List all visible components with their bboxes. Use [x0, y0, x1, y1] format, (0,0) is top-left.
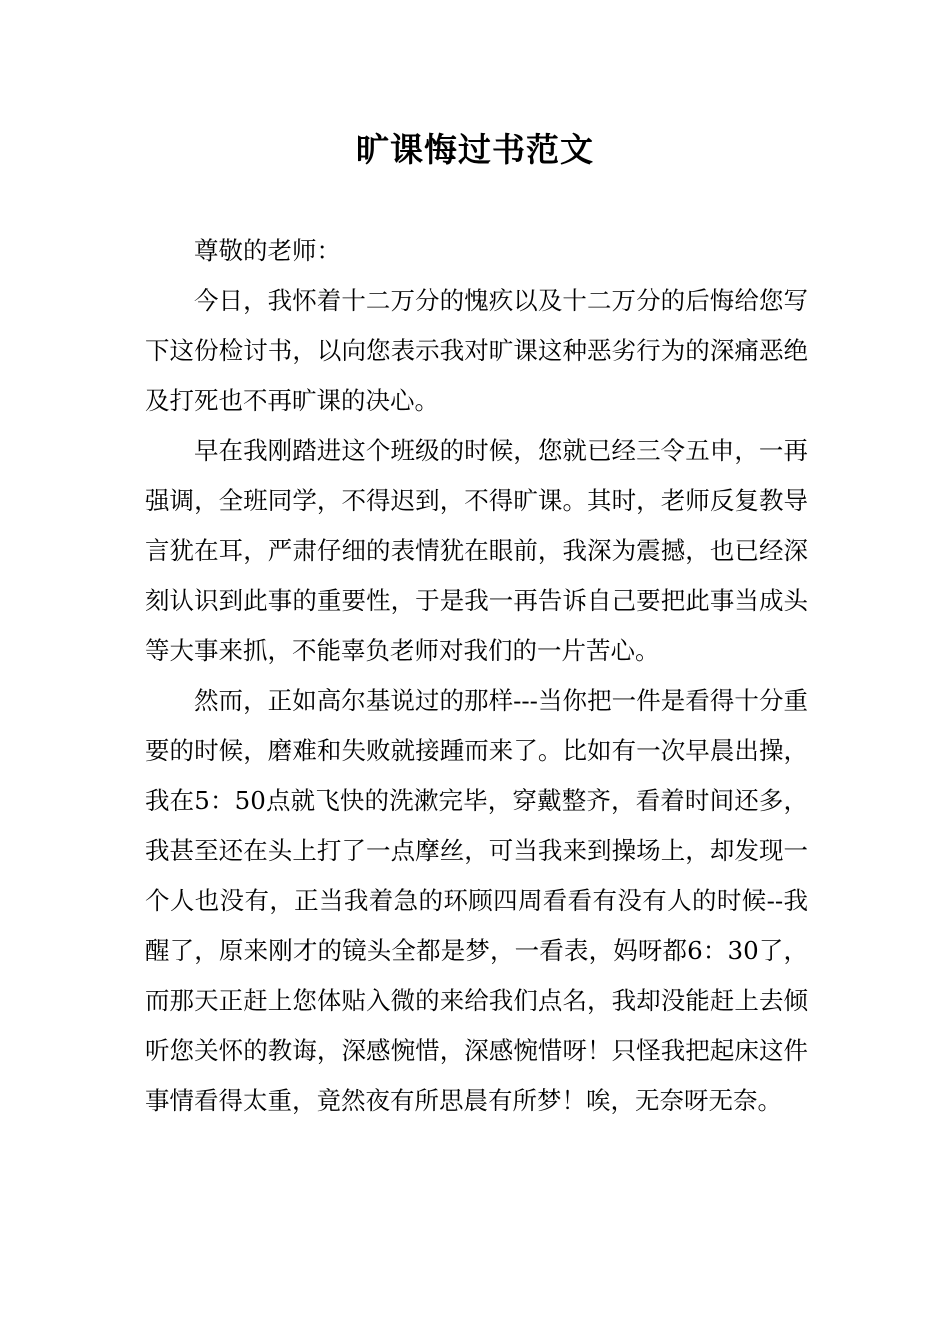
paragraph: 然而，正如高尔基说过的那样---当你把一件是看得十分重要的时候，磨难和失败就接踵而来了。比如有一次早晨出操，我在5：50点就飞快的洗漱完毕，穿戴整齐，看着时间还多，我甚至还在头上打了一点摩丝，可当我来到操场上，却发现一个人也没有，正当我着急的环顾四周看看有没有人的时候--我醒了，原来刚才的镜头全都是梦，一看表，妈呀都6：30了，而那天正赶上您体贴入微的来给我们点名，我却没能赶上去倾听您关怀的教诲，深感惋惜，深感惋惜呀！只怪我把起床这件事情看得太重，竟然夜有所思晨有所梦！唉，无奈呀无奈。 — [145, 686, 808, 1115]
salutation: 尊敬的老师： — [194, 236, 341, 265]
paragraph: 今日，我怀着十二万分的愧疚以及十二万分的后悔给您写下这份检讨书，以向您表示我对旷课这种恶劣行为的深痛恶绝及打死也不再旷课的决心。 — [145, 286, 808, 415]
document-body — [145, 226, 808, 1126]
paragraph: 早在我刚踏进这个班级的时候，您就已经三令五申，一再强调，全班同学，不得迟到，不得旷课。其时，老师反复教导言犹在耳，严肃仔细的表情犹在眼前，我深为震撼，也已经深刻认识到此事的重要性，于是我一再告诉自己要把此事当成头等大事来抓，不能辜负老师对我们的一片苦心。 — [145, 436, 808, 665]
document-title: 旷课悔过书范文 — [356, 130, 594, 169]
